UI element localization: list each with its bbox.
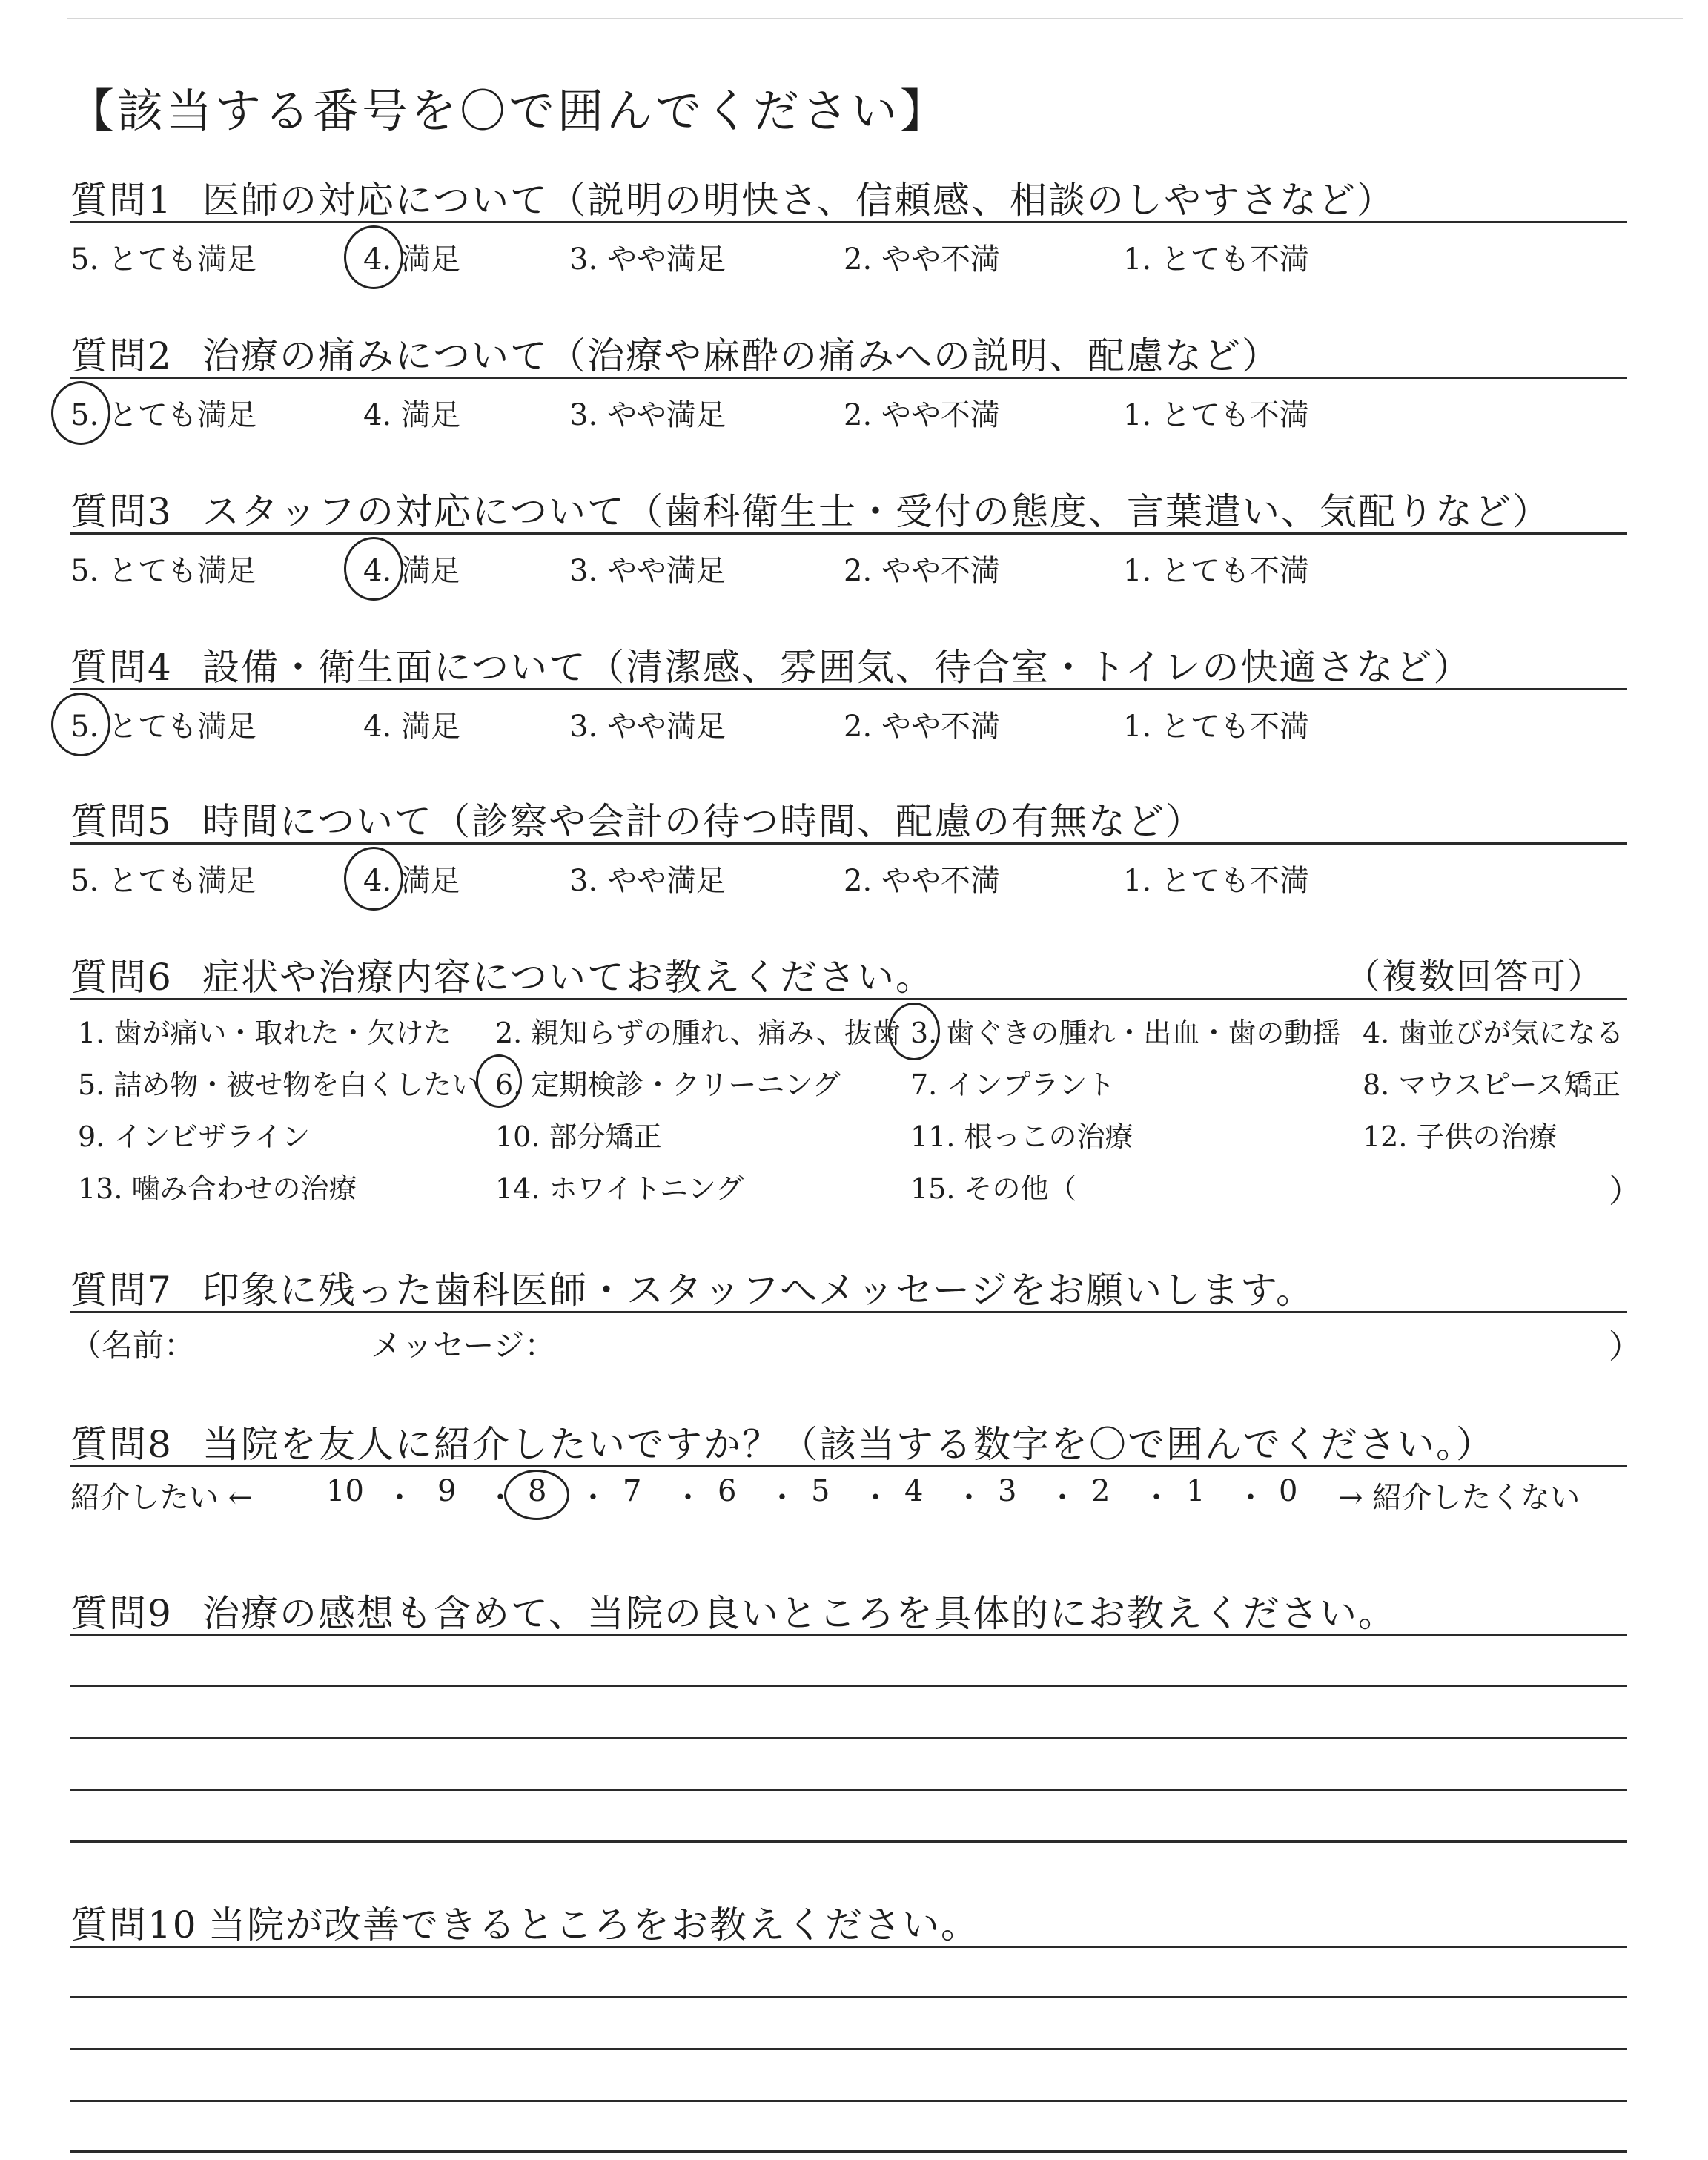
rating-option-3[interactable]: 3. やや満足 xyxy=(569,710,726,744)
answer-line[interactable] xyxy=(70,2150,1627,2153)
q6-option-5[interactable]: 5. 詰め物・被せ物を白くしたい xyxy=(78,1069,480,1101)
multiple-answer-note: （複数回答可） xyxy=(1344,956,1604,997)
scale-number-5[interactable]: 5 xyxy=(811,1474,830,1508)
question-number: 質問6 xyxy=(70,956,173,999)
question-number: 質問3 xyxy=(70,490,173,533)
circle-mark xyxy=(344,847,403,911)
scale-separator: ・ xyxy=(1142,1481,1171,1515)
scale-separator: ・ xyxy=(1236,1481,1265,1515)
q6-option-8[interactable]: 8. マウスピース矯正 xyxy=(1363,1069,1621,1101)
question-underline xyxy=(70,1465,1627,1467)
question-number: 質問7 xyxy=(70,1269,173,1312)
scale-number-10[interactable]: 10 xyxy=(326,1474,364,1508)
scale-number-0[interactable]: 0 xyxy=(1279,1474,1298,1508)
rating-option-5[interactable]: 5. とても満足 xyxy=(70,864,256,898)
answer-line[interactable] xyxy=(70,1996,1627,1998)
rating-option-4[interactable]: 4. 満足 xyxy=(363,398,460,432)
question-underline xyxy=(70,842,1627,845)
answer-line[interactable] xyxy=(70,2100,1627,2102)
scale-number-7[interactable]: 7 xyxy=(623,1474,642,1508)
recommend-label: 紹介したい ← xyxy=(70,1481,254,1515)
question-underline xyxy=(70,221,1627,223)
q6-option-13[interactable]: 13. 噛み合わせの治療 xyxy=(78,1172,357,1205)
rating-option-3[interactable]: 3. やや満足 xyxy=(569,554,726,588)
question-text: 治療の感想も含めて、当院の良いところを具体的にお教えください。 xyxy=(202,1592,1397,1635)
question-underline xyxy=(70,998,1627,1000)
rating-option-2[interactable]: 2. やや不満 xyxy=(844,554,1000,588)
rating-option-4[interactable]: 4. 満足 xyxy=(363,710,460,744)
rating-option-1[interactable]: 1. とても不満 xyxy=(1123,864,1309,898)
rating-option-1[interactable]: 1. とても不満 xyxy=(1123,710,1309,744)
circle-mark xyxy=(344,537,403,601)
q6-circle-option-3 xyxy=(888,1003,940,1060)
circle-mark xyxy=(51,381,110,445)
scale-number-2[interactable]: 2 xyxy=(1091,1474,1110,1508)
question-text: 医師の対応について（説明の明快さ、信頼感、相談のしやすさなど） xyxy=(202,179,1395,222)
question-number: 質問10 xyxy=(70,1903,198,1946)
question-3 xyxy=(70,482,1551,535)
scale-separator: ・ xyxy=(385,1481,414,1515)
rating-option-4[interactable]: 4. 満足 xyxy=(363,864,460,898)
name-field-label[interactable]: （名前： xyxy=(70,1327,196,1364)
page-title: 【該当する番号を〇で囲んでください】 xyxy=(68,84,950,138)
question-text: 当院が改善できるところをお教えください。 xyxy=(208,1903,979,1946)
question-text: 印象に残った歯科医師・スタッフへメッセージをお願いします。 xyxy=(202,1269,1314,1312)
question-text: 当院を友人に紹介したいですか？（該当する数字を〇で囲んでください。） xyxy=(202,1423,1494,1466)
scale-separator: ・ xyxy=(954,1481,984,1515)
question-underline xyxy=(70,688,1627,690)
question-number: 質問5 xyxy=(70,800,173,843)
scale-number-9[interactable]: 9 xyxy=(437,1474,457,1508)
rating-option-1[interactable]: 1. とても不満 xyxy=(1123,554,1309,588)
question-10 xyxy=(70,1895,979,1949)
question-number: 質問1 xyxy=(70,179,173,222)
message-close-paren: ） xyxy=(1609,1328,1641,1366)
question-text: 症状や治療内容についてお教えください。 xyxy=(202,956,934,999)
question-4 xyxy=(70,638,1472,691)
rating-option-2[interactable]: 2. やや不満 xyxy=(844,710,1000,744)
q6-option-7[interactable]: 7. インプラント xyxy=(910,1069,1116,1101)
question-5 xyxy=(70,792,1204,845)
scale-separator: ・ xyxy=(578,1481,608,1515)
scale-separator: ・ xyxy=(861,1481,890,1515)
question-1 xyxy=(70,171,1395,224)
rating-option-5[interactable]: 5. とても満足 xyxy=(70,710,256,744)
question-7 xyxy=(70,1261,1314,1314)
message-field-label[interactable]: メッセージ： xyxy=(371,1327,556,1364)
q6-option-10[interactable]: 10. 部分矯正 xyxy=(495,1120,662,1153)
question-underline xyxy=(70,532,1627,535)
q6-option-15[interactable]: 15. その他（ xyxy=(910,1172,1077,1205)
rating-option-2[interactable]: 2. やや不満 xyxy=(844,864,1000,898)
rating-option-4[interactable]: 4. 満足 xyxy=(363,554,460,588)
answer-line[interactable] xyxy=(70,2048,1627,2050)
answer-line[interactable] xyxy=(70,1946,1627,1948)
rating-option-3[interactable]: 3. やや満足 xyxy=(569,864,726,898)
answer-line[interactable] xyxy=(70,1789,1627,1791)
question-text: 設備・衛生面について（清潔感、雰囲気、待合室・トイレの快適さなど） xyxy=(202,646,1472,689)
question-9 xyxy=(70,1584,1397,1637)
question-number: 質問9 xyxy=(70,1592,173,1635)
q6-option-4[interactable]: 4. 歯並びが気になる xyxy=(1363,1017,1624,1049)
q6-option-1[interactable]: 1. 歯が痛い・取れた・欠けた xyxy=(78,1017,452,1049)
q6-option-14[interactable]: 14. ホワイトニング xyxy=(495,1172,744,1205)
scan-edge-line xyxy=(67,18,1683,19)
answer-line[interactable] xyxy=(70,1840,1627,1843)
circle-mark xyxy=(344,225,403,289)
q6-circle-option-6 xyxy=(476,1054,522,1108)
scale-number-6[interactable]: 6 xyxy=(718,1474,737,1508)
scale-separator: ・ xyxy=(673,1481,703,1515)
question-number: 質問2 xyxy=(70,334,173,377)
q6-option-9[interactable]: 9. インビザライン xyxy=(78,1120,311,1153)
answer-line[interactable] xyxy=(70,1634,1627,1636)
scale-separator: ・ xyxy=(486,1481,515,1515)
question-text: スタッフの対応について（歯科衛生士・受付の態度、言葉遣い、気配りなど） xyxy=(202,490,1551,533)
q8-circle-score xyxy=(504,1470,569,1520)
scale-number-3[interactable]: 3 xyxy=(998,1474,1017,1508)
question-underline xyxy=(70,377,1627,379)
q6-option-6[interactable]: 6. 定期検診・クリーニング xyxy=(495,1069,841,1101)
rating-option-5[interactable]: 5. とても満足 xyxy=(70,242,256,277)
rating-option-3[interactable]: 3. やや満足 xyxy=(569,398,726,432)
scale-separator: ・ xyxy=(1047,1481,1077,1515)
answer-line[interactable] xyxy=(70,1737,1627,1739)
rating-option-5[interactable]: 5. とても満足 xyxy=(70,554,256,588)
q6-option-11[interactable]: 11. 根っこの治療 xyxy=(910,1120,1133,1153)
rating-option-1[interactable]: 1. とても不満 xyxy=(1123,242,1309,277)
q6-other-close-paren: ） xyxy=(1609,1172,1641,1210)
rating-option-1[interactable]: 1. とても不満 xyxy=(1123,398,1309,432)
scale-separator: ・ xyxy=(767,1481,797,1515)
scale-number-1[interactable]: 1 xyxy=(1186,1474,1205,1508)
question-2 xyxy=(70,326,1280,380)
rating-option-2[interactable]: 2. やや不満 xyxy=(844,242,1000,277)
question-8 xyxy=(70,1415,1494,1468)
rating-option-3[interactable]: 3. やや満足 xyxy=(569,242,726,277)
not-recommend-label: → 紹介したくない xyxy=(1338,1481,1580,1515)
answer-line[interactable] xyxy=(70,1685,1627,1687)
q6-option-2[interactable]: 2. 親知らずの腫れ、痛み、抜歯 xyxy=(495,1017,901,1049)
question-underline xyxy=(70,1311,1627,1313)
rating-option-2[interactable]: 2. やや不満 xyxy=(844,398,1000,432)
question-number: 質問8 xyxy=(70,1423,173,1466)
rating-option-5[interactable]: 5. とても満足 xyxy=(70,398,256,432)
scale-number-8[interactable]: 8 xyxy=(528,1474,547,1508)
question-text: 時間について（診察や会計の待つ時間、配慮の有無など） xyxy=(202,800,1204,843)
question-6 xyxy=(70,948,934,1001)
rating-option-4[interactable]: 4. 満足 xyxy=(363,242,460,277)
circle-mark xyxy=(51,693,110,756)
scale-number-4[interactable]: 4 xyxy=(904,1474,924,1508)
q6-option-3[interactable]: 3. 歯ぐきの腫れ・出血・歯の動揺 xyxy=(910,1017,1341,1049)
question-number: 質問4 xyxy=(70,646,173,689)
q6-option-12[interactable]: 12. 子供の治療 xyxy=(1363,1120,1558,1153)
question-text: 治療の痛みについて（治療や麻酔の痛みへの説明、配慮など） xyxy=(202,334,1280,377)
